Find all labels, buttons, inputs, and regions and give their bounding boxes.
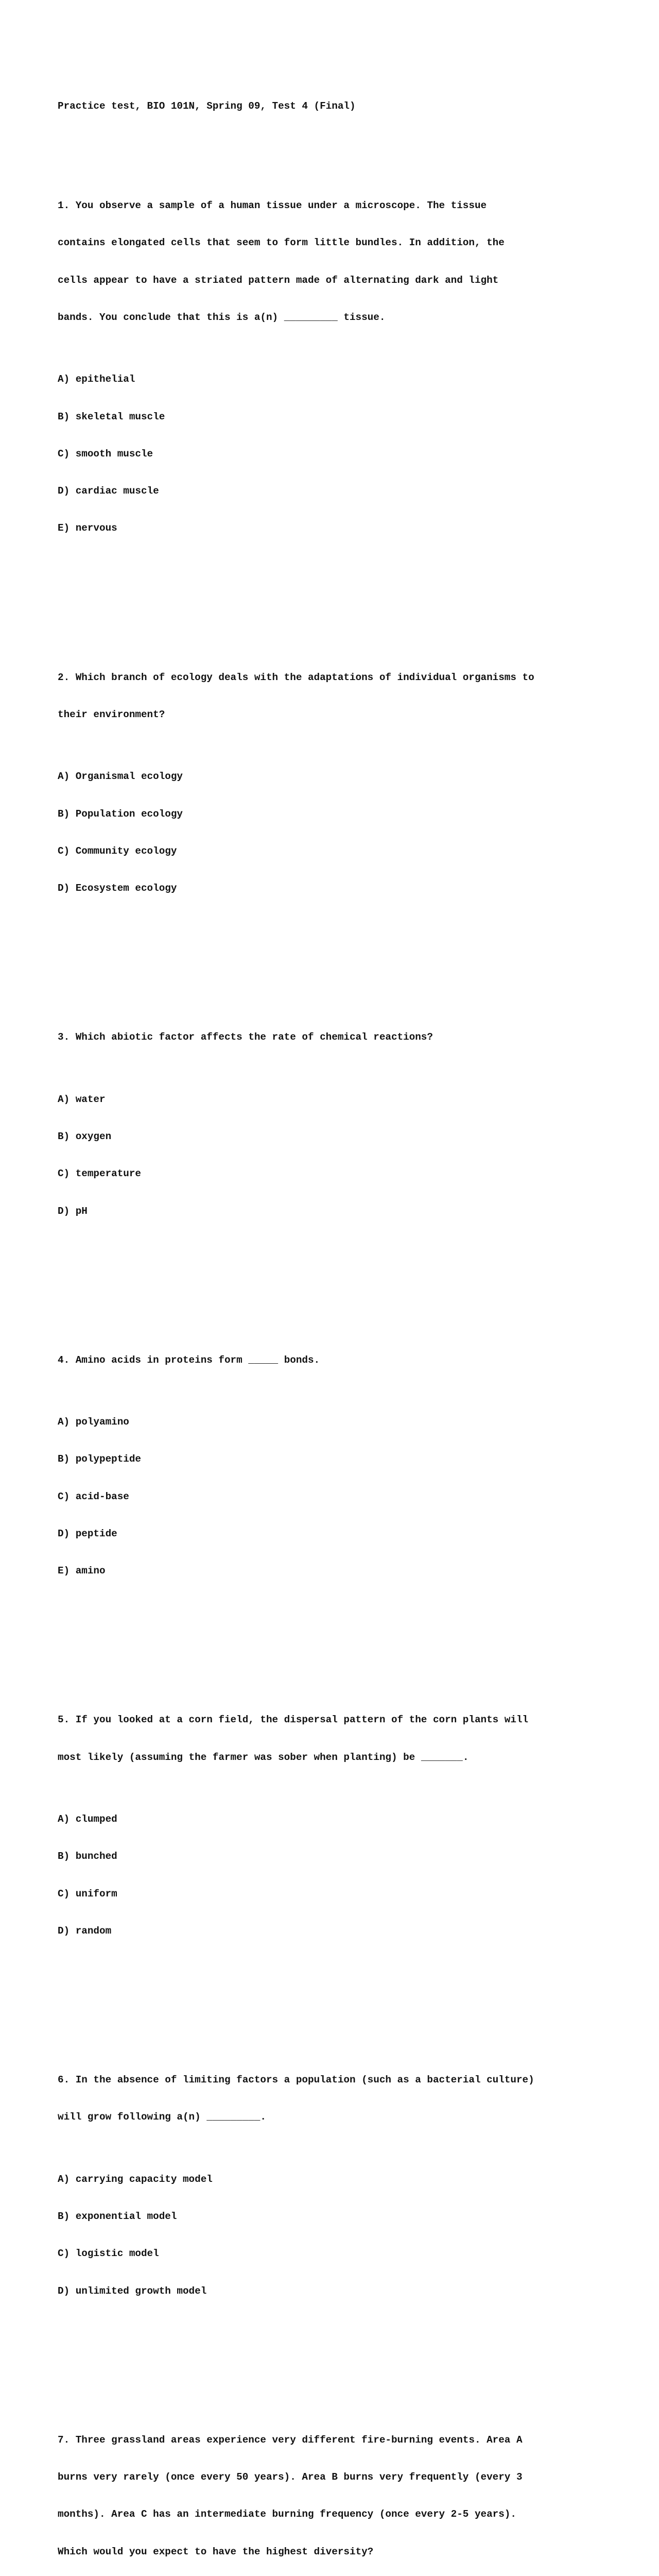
question-stem-line: cells appear to have a striated pattern made of alternating dark and light (58, 274, 499, 286)
answer-choice: B) Population ecology (58, 808, 183, 820)
question-stem-line: 3. Which abiotic factor affects the rate of chemical reactions? (58, 1031, 433, 1043)
answer-choice: D) peptide (58, 1528, 117, 1539)
answer-choice: C) acid-base (58, 1490, 129, 1502)
question-5 (58, 1689, 634, 1987)
answer-choice: B) bunched (58, 1851, 117, 1862)
answer-choices (58, 745, 634, 919)
document-title: Practice test, BIO 101N, Spring 09, Test 4 (Final) (58, 100, 356, 112)
answer-blank: _____ (248, 1354, 279, 1366)
question-stem-line: burns very rarely (once every 50 years). Area B burns very frequently (every 3 (58, 2471, 523, 2483)
question-stem-line: their environment? (58, 708, 165, 720)
answer-choice: C) uniform (58, 1888, 117, 1900)
answer-choice: C) temperature (58, 1168, 141, 1180)
question-stem-line: 2. Which branch of ecology deals with the adaptations of individual organisms to (58, 671, 534, 683)
stem-text: 4. Amino acids in proteins form (58, 1354, 249, 1366)
answer-choice: D) cardiac muscle (58, 485, 159, 497)
answer-choice: A) polyamino (58, 1416, 129, 1428)
stem-text: tissue. (337, 311, 386, 323)
answer-choices (58, 2148, 634, 2322)
answer-choices (58, 1391, 634, 1602)
question-4 (58, 1329, 634, 1626)
answer-choice: A) clumped (58, 1814, 117, 1825)
answer-choice: C) logistic model (58, 2248, 159, 2260)
stem-text: . (462, 1751, 469, 1763)
answer-choice: B) exponential model (58, 2211, 177, 2223)
answer-choice: A) carrying capacity model (58, 2173, 213, 2185)
question-stem-line-with-blank (58, 1354, 634, 1366)
answer-choice: A) Organismal ecology (58, 771, 183, 783)
answer-blank: _________ (206, 2111, 261, 2123)
answer-choice: C) Community ecology (58, 845, 177, 857)
question-stem-line: months). Area C has an intermediate burning frequency (once every 2-5 years). (58, 2509, 516, 2520)
answer-blank: _______ (421, 1751, 463, 1763)
stem-text: most likely (assuming the farmer was sober when planting) be (58, 1751, 421, 1763)
answer-choices (58, 1788, 634, 1962)
stem-text: bands. You conclude that this is a(n) (58, 311, 284, 323)
answer-choice: C) smooth muscle (58, 448, 153, 460)
question-stem-line: 1. You observe a sample of a human tissue under a microscope. The tissue (58, 199, 487, 211)
answer-choice: A) epithelial (58, 374, 135, 385)
question-1 (58, 175, 634, 584)
question-stem-line: 5. If you looked at a corn field, the dispersal pattern of the corn plants will (58, 1714, 529, 1726)
answer-choice: D) random (58, 1925, 112, 1937)
question-stem-line: contains elongated cells that seem to form little bundles. In addition, the (58, 237, 505, 249)
question-stem-line-with-blank (58, 1751, 634, 1764)
question-stem-line-with-blank (58, 2111, 634, 2123)
answer-choice: D) unlimited growth model (58, 2285, 207, 2297)
question-3 (58, 1006, 634, 1267)
answer-choice: B) polypeptide (58, 1453, 141, 1465)
question-stem-line: Which would you expect to have the highest diversity? (58, 2546, 374, 2557)
question-stem-line: 7. Three grassland areas experience very different fire-burning events. Area A (58, 2434, 523, 2446)
answer-choice: D) pH (58, 1205, 88, 1217)
stem-text: bonds. (278, 1354, 320, 1366)
stem-text: will grow following a(n) (58, 2111, 207, 2123)
answer-choice: D) Ecosystem ecology (58, 883, 177, 894)
question-stem-line: 6. In the absence of limiting factors a population (such as a bacterial culture) (58, 2074, 534, 2086)
answer-choices (58, 1069, 634, 1242)
answer-choice: B) skeletal muscle (58, 411, 165, 422)
stem-text: . (260, 2111, 266, 2123)
answer-choice: E) nervous (58, 522, 117, 534)
question-stem-line-with-blank (58, 311, 634, 324)
question-2 (58, 646, 634, 944)
answer-choices (58, 348, 634, 560)
question-7 (58, 2409, 634, 2576)
answer-blank: _________ (284, 311, 338, 323)
answer-choice: A) water (58, 1093, 106, 1105)
answer-choice: E) amino (58, 1565, 106, 1577)
question-6 (58, 2049, 634, 2347)
test-document (58, 75, 634, 2576)
answer-choice: B) oxygen (58, 1130, 112, 1142)
